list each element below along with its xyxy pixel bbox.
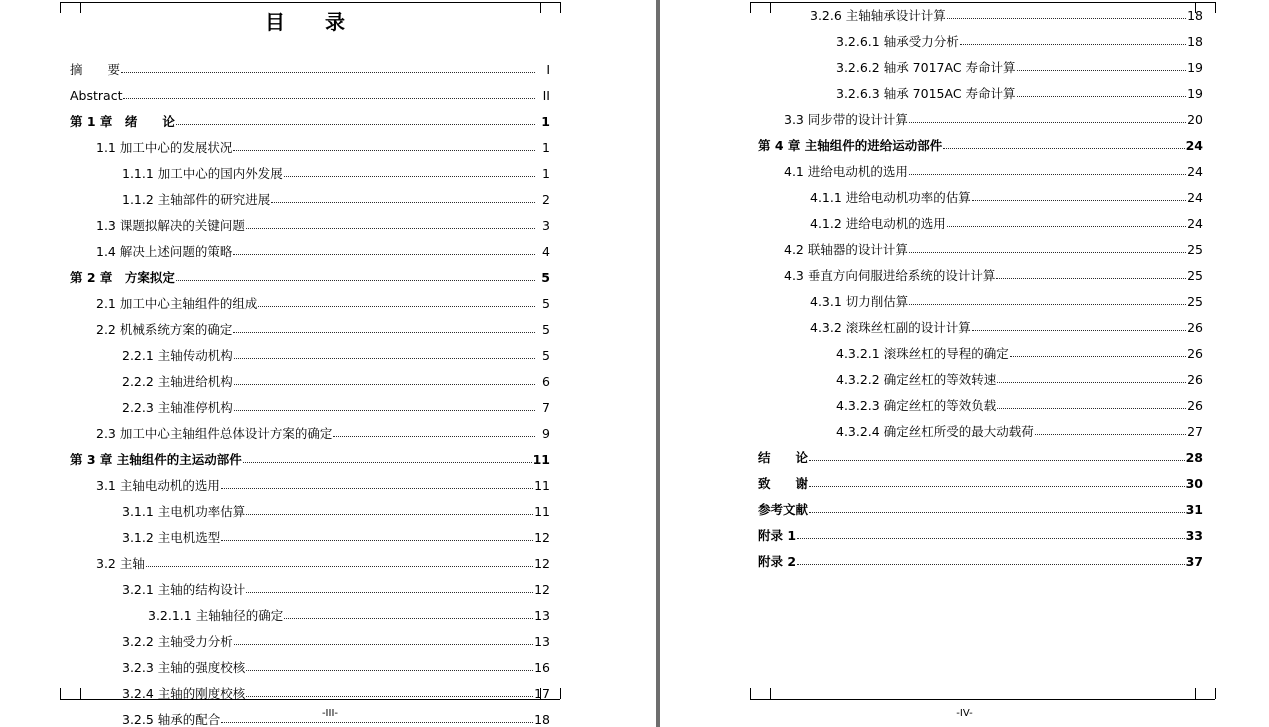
toc-leader-dots bbox=[972, 200, 1186, 201]
toc-entry-label: 3.1.2 主电机选型 bbox=[122, 529, 221, 545]
toc-leader-dots bbox=[909, 304, 1186, 305]
toc-leader-dots bbox=[221, 488, 533, 489]
toc-entry-page: 19 bbox=[1187, 59, 1203, 75]
toc-leader-dots bbox=[176, 280, 535, 281]
toc-entry[interactable] bbox=[70, 154, 550, 180]
toc-entry-label: 第 3 章 主轴组件的主运动部件 bbox=[70, 451, 242, 467]
toc-entry-page: 19 bbox=[1187, 85, 1203, 101]
toc-leader-dots bbox=[1035, 434, 1186, 435]
toc-entry-label: 3.1.1 主电机功率估算 bbox=[122, 503, 246, 519]
toc-leader-dots bbox=[258, 306, 535, 307]
toc-entry-label: 3.3 同步带的设计计算 bbox=[784, 111, 908, 127]
toc-leader-dots bbox=[809, 486, 1185, 487]
toc-entry-label: 3.1 主轴电动机的选用 bbox=[96, 477, 220, 493]
toc-leader-dots bbox=[997, 408, 1186, 409]
toc-entry[interactable] bbox=[70, 180, 550, 206]
toc-leader-dots bbox=[221, 540, 533, 541]
toc-entry-page: 26 bbox=[1187, 397, 1203, 413]
toc-entry[interactable] bbox=[758, 386, 1203, 412]
toc-entry[interactable] bbox=[70, 206, 550, 232]
toc-leader-dots bbox=[947, 226, 1186, 227]
toc-right-list bbox=[758, 0, 1203, 568]
toc-entry[interactable] bbox=[758, 100, 1203, 126]
toc-entry-label: 3.2.1 主轴的结构设计 bbox=[122, 581, 246, 597]
toc-leader-dots bbox=[221, 722, 533, 723]
toc-entry-page: 5 bbox=[541, 269, 550, 285]
toc-entry-page: II bbox=[542, 87, 550, 103]
toc-entry-page: 18 bbox=[534, 711, 550, 727]
toc-entry[interactable] bbox=[70, 622, 550, 648]
crop-mark-top-left-c bbox=[750, 2, 751, 13]
crop-mark-top-right-b bbox=[560, 2, 561, 13]
toc-entry-label: 1.1.1 加工中心的国内外发展 bbox=[122, 165, 283, 181]
toc-entry-label: 1.4 解决上述问题的策略 bbox=[96, 243, 233, 259]
toc-leader-dots bbox=[333, 436, 535, 437]
toc-entry-label: 第 4 章 主轴组件的进给运动部件 bbox=[758, 137, 943, 153]
page-right bbox=[660, 0, 1269, 727]
crop-mark-top-left-a bbox=[60, 2, 61, 13]
toc-entry[interactable] bbox=[70, 284, 550, 310]
crop-mark-bottom-left-c bbox=[750, 688, 751, 699]
toc-leader-dots bbox=[233, 254, 535, 255]
toc-entry[interactable] bbox=[758, 516, 1203, 542]
toc-entry-page: 25 bbox=[1187, 293, 1203, 309]
toc-leader-dots bbox=[960, 44, 1186, 45]
toc-leader-dots bbox=[1017, 70, 1187, 71]
toc-entry[interactable] bbox=[70, 674, 550, 700]
toc-entry-page: 1 bbox=[541, 113, 550, 129]
toc-entry-label: 致 谢 bbox=[758, 475, 809, 491]
toc-entry-page: 5 bbox=[542, 321, 550, 337]
toc-leader-dots bbox=[797, 538, 1185, 539]
toc-entry-page: 11 bbox=[534, 477, 550, 493]
toc-entry-label: 3.2.5 轴承的配合 bbox=[122, 711, 221, 727]
toc-entry-label: 3.2.6.1 轴承受力分析 bbox=[836, 33, 959, 49]
toc-entry-page: 13 bbox=[534, 633, 550, 649]
page-border-bottom-right bbox=[750, 699, 1215, 700]
toc-entry-page: 12 bbox=[534, 581, 550, 597]
toc-entry[interactable] bbox=[70, 336, 550, 362]
toc-entry[interactable] bbox=[758, 360, 1203, 386]
toc-entry[interactable] bbox=[70, 102, 550, 128]
toc-entry[interactable] bbox=[758, 282, 1203, 308]
toc-leader-dots bbox=[972, 330, 1186, 331]
toc-entry[interactable] bbox=[758, 126, 1203, 152]
toc-right-column bbox=[758, 0, 1203, 568]
toc-entry-label: 3.2 主轴 bbox=[96, 555, 145, 571]
toc-entry[interactable] bbox=[70, 440, 550, 466]
toc-entry-page: 2 bbox=[542, 191, 550, 207]
toc-entry[interactable] bbox=[758, 256, 1203, 282]
toc-entry-page: 30 bbox=[1185, 475, 1203, 491]
toc-entry-page: 12 bbox=[534, 529, 550, 545]
toc-entry-label: 3.2.3 主轴的强度校核 bbox=[122, 659, 246, 675]
toc-entry[interactable] bbox=[758, 412, 1203, 438]
toc-leader-dots bbox=[271, 202, 535, 203]
toc-entry-label: 参考文献 bbox=[758, 501, 809, 517]
toc-leader-dots bbox=[146, 566, 533, 567]
toc-entry-label: 2.3 加工中心主轴组件总体设计方案的确定 bbox=[96, 425, 333, 441]
toc-entry-page: 24 bbox=[1187, 215, 1203, 231]
toc-leader-dots bbox=[176, 124, 535, 125]
toc-entry-page: 28 bbox=[1185, 449, 1203, 465]
toc-entry-label: 2.2.1 主轴传动机构 bbox=[122, 347, 233, 363]
toc-entry-label: 1.3 课题拟解决的关键问题 bbox=[96, 217, 245, 233]
toc-entry-page: 5 bbox=[542, 295, 550, 311]
toc-entry[interactable] bbox=[70, 388, 550, 414]
toc-entry-page: 20 bbox=[1187, 111, 1203, 127]
toc-entry-page: 26 bbox=[1187, 371, 1203, 387]
toc-leader-dots bbox=[246, 228, 535, 229]
toc-leader-dots bbox=[943, 148, 1184, 149]
crop-mark-bottom-left-a bbox=[60, 688, 61, 699]
toc-leader-dots bbox=[246, 592, 533, 593]
toc-entry[interactable] bbox=[758, 0, 1203, 22]
toc-left-list bbox=[70, 50, 550, 726]
toc-entry[interactable] bbox=[70, 492, 550, 518]
toc-entry-page: 1 bbox=[542, 139, 550, 155]
page-title: 目 录 bbox=[265, 10, 355, 34]
toc-entry-label: 4.3.2.2 确定丝杠的等效转速 bbox=[836, 371, 997, 387]
toc-entry-label: 3.2.4 主轴的刚度校核 bbox=[122, 685, 246, 701]
toc-entry-label: 3.2.6.2 轴承 7017AC 寿命计算 bbox=[836, 59, 1016, 75]
toc-entry[interactable] bbox=[758, 48, 1203, 74]
toc-entry[interactable] bbox=[758, 152, 1203, 178]
toc-entry-page: 31 bbox=[1185, 501, 1203, 517]
crop-mark-bottom-right-b bbox=[560, 688, 561, 699]
toc-entry-label: 4.3.2.3 确定丝杠的等效负载 bbox=[836, 397, 997, 413]
toc-entry-page: 4 bbox=[542, 243, 550, 259]
toc-entry-label: 4.3.1 切力削估算 bbox=[810, 293, 909, 309]
toc-entry-label: 4.1.1 进给电动机功率的估算 bbox=[810, 189, 971, 205]
toc-leader-dots bbox=[1010, 356, 1186, 357]
toc-entry-page: 37 bbox=[1185, 553, 1203, 569]
toc-entry-label: 3.2.6 主轴轴承设计计算 bbox=[810, 7, 946, 23]
toc-entry-page: 17 bbox=[534, 685, 550, 701]
toc-entry-label: 4.1 进给电动机的选用 bbox=[784, 163, 908, 179]
toc-entry[interactable] bbox=[758, 308, 1203, 334]
page-number-left: -III- bbox=[321, 708, 339, 719]
toc-entry[interactable] bbox=[758, 74, 1203, 100]
toc-entry[interactable] bbox=[70, 232, 550, 258]
toc-entry-label: 附录 2 bbox=[758, 553, 797, 569]
toc-entry-label: 4.3.2 滚珠丝杠副的设计计算 bbox=[810, 319, 971, 335]
toc-entry[interactable] bbox=[758, 464, 1203, 490]
toc-leader-dots bbox=[947, 18, 1186, 19]
toc-entry-label: 2.2 机械系统方案的确定 bbox=[96, 321, 233, 337]
toc-entry[interactable] bbox=[758, 230, 1203, 256]
toc-leader-dots bbox=[284, 176, 535, 177]
toc-entry-page: 6 bbox=[542, 373, 550, 389]
toc-entry-label: 第 1 章 绪 论 bbox=[70, 113, 175, 129]
toc-entry[interactable] bbox=[70, 362, 550, 388]
toc-entry[interactable] bbox=[70, 570, 550, 596]
toc-entry-page: 26 bbox=[1187, 345, 1203, 361]
toc-entry-page: 26 bbox=[1187, 319, 1203, 335]
toc-entry-label: 第 2 章 方案拟定 bbox=[70, 269, 175, 285]
toc-entry-label: 4.2 联轴器的设计计算 bbox=[784, 241, 908, 257]
toc-entry-label: 4.3.2.4 确定丝杠所受的最大动载荷 bbox=[836, 423, 1034, 439]
toc-entry-page: 3 bbox=[542, 217, 550, 233]
toc-entry-label: 3.2.2 主轴受力分析 bbox=[122, 633, 233, 649]
toc-leader-dots bbox=[909, 122, 1186, 123]
toc-entry-label: 附录 1 bbox=[758, 527, 797, 543]
toc-entry-label: 2.2.3 主轴准停机构 bbox=[122, 399, 233, 415]
toc-entry[interactable] bbox=[70, 258, 550, 284]
toc-entry-page: 24 bbox=[1187, 189, 1203, 205]
toc-leader-dots bbox=[246, 514, 533, 515]
toc-entry-page: 12 bbox=[534, 555, 550, 571]
toc-entry[interactable] bbox=[70, 596, 550, 622]
toc-entry[interactable] bbox=[758, 334, 1203, 360]
toc-entry-label: Abstract bbox=[70, 87, 123, 103]
toc-entry-label: 4.3.2.1 滚珠丝杠的导程的确定 bbox=[836, 345, 1009, 361]
toc-leader-dots bbox=[234, 410, 535, 411]
toc-entry-page: 7 bbox=[542, 399, 550, 415]
toc-entry-label: 2.1 加工中心主轴组件的组成 bbox=[96, 295, 258, 311]
toc-entry-page: 11 bbox=[532, 451, 550, 467]
toc-entry-label: 摘 要 bbox=[70, 61, 121, 77]
toc-leader-dots bbox=[909, 252, 1186, 253]
toc-leader-dots bbox=[1017, 96, 1187, 97]
toc-leader-dots bbox=[809, 460, 1185, 461]
toc-entry-page: 33 bbox=[1185, 527, 1203, 543]
toc-leader-dots bbox=[234, 644, 533, 645]
toc-leader-dots bbox=[797, 564, 1185, 565]
toc-entry[interactable] bbox=[70, 76, 550, 102]
toc-entry-page: 18 bbox=[1187, 33, 1203, 49]
toc-entry-label: 1.1 加工中心的发展状况 bbox=[96, 139, 233, 155]
toc-entry-label: 3.2.1.1 主轴轴径的确定 bbox=[148, 607, 284, 623]
toc-leader-dots bbox=[234, 358, 535, 359]
toc-entry[interactable] bbox=[70, 648, 550, 674]
toc-entry-label: 4.1.2 进给电动机的选用 bbox=[810, 215, 946, 231]
toc-entry-page: 11 bbox=[534, 503, 550, 519]
toc-entry-page: 24 bbox=[1185, 137, 1203, 153]
toc-entry-page: 25 bbox=[1187, 267, 1203, 283]
toc-entry[interactable] bbox=[758, 542, 1203, 568]
toc-leader-dots bbox=[233, 150, 535, 151]
toc-entry[interactable] bbox=[70, 544, 550, 570]
toc-leader-dots bbox=[996, 278, 1186, 279]
toc-leader-dots bbox=[246, 696, 533, 697]
toc-entry-label: 2.2.2 主轴进给机构 bbox=[122, 373, 233, 389]
toc-entry[interactable] bbox=[70, 518, 550, 544]
toc-leader-dots bbox=[246, 670, 533, 671]
toc-leader-dots bbox=[234, 384, 535, 385]
toc-entry-page: I bbox=[546, 61, 550, 77]
toc-entry-page: 18 bbox=[1187, 7, 1203, 23]
toc-entry[interactable] bbox=[758, 178, 1203, 204]
toc-entry-page: 9 bbox=[542, 425, 550, 441]
crop-mark-bottom-right-d bbox=[1215, 688, 1216, 699]
toc-entry[interactable] bbox=[758, 438, 1203, 464]
toc-entry-label: 1.1.2 主轴部件的研究进展 bbox=[122, 191, 271, 207]
toc-entry-page: 24 bbox=[1187, 163, 1203, 179]
toc-entry-label: 结 论 bbox=[758, 449, 809, 465]
toc-entry[interactable] bbox=[70, 50, 550, 76]
toc-entry-page: 27 bbox=[1187, 423, 1203, 439]
toc-entry-page: 1 bbox=[542, 165, 550, 181]
toc-leader-dots bbox=[909, 174, 1186, 175]
toc-entry-label: 4.3 垂直方向伺服进给系统的设计计算 bbox=[784, 267, 996, 283]
toc-left-column bbox=[70, 0, 550, 726]
crop-mark-top-right-d bbox=[1215, 2, 1216, 13]
toc-entry-page: 16 bbox=[534, 659, 550, 675]
toc-leader-dots bbox=[233, 332, 535, 333]
toc-entry-page: 13 bbox=[534, 607, 550, 623]
toc-entry-page: 25 bbox=[1187, 241, 1203, 257]
toc-entry[interactable] bbox=[70, 466, 550, 492]
toc-leader-dots bbox=[997, 382, 1186, 383]
crop-mark-bottom-right-c bbox=[1195, 688, 1196, 699]
toc-entry[interactable] bbox=[758, 22, 1203, 48]
toc-entry[interactable] bbox=[70, 310, 550, 336]
toc-entry[interactable] bbox=[70, 414, 550, 440]
toc-entry-label: 3.2.6.3 轴承 7015AC 寿命计算 bbox=[836, 85, 1016, 101]
toc-leader-dots bbox=[123, 98, 535, 99]
toc-leader-dots bbox=[243, 462, 532, 463]
toc-entry-page: 5 bbox=[542, 347, 550, 363]
toc-entry[interactable] bbox=[70, 128, 550, 154]
crop-mark-bottom-left-d bbox=[770, 688, 771, 699]
toc-leader-dots bbox=[809, 512, 1185, 513]
toc-leader-dots bbox=[284, 618, 533, 619]
page-number-right: -IV- bbox=[956, 708, 973, 719]
toc-entry[interactable] bbox=[758, 204, 1203, 230]
toc-leader-dots bbox=[121, 72, 535, 73]
toc-entry[interactable] bbox=[758, 490, 1203, 516]
